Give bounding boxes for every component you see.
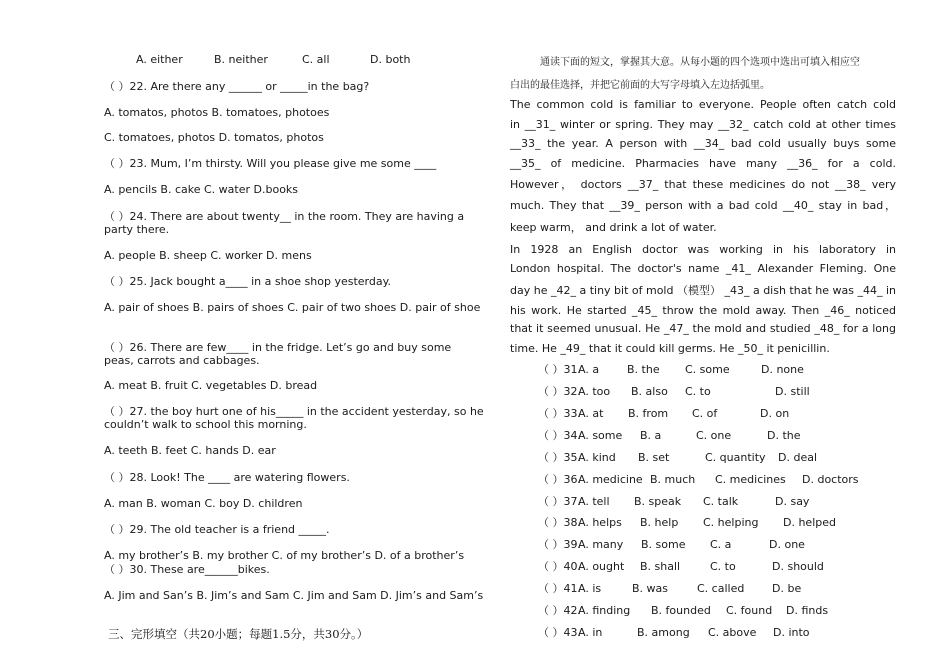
answer-option-d: D. into [773, 626, 810, 639]
answer-option-b: B. was [632, 582, 669, 595]
answer-option-d: D. say [775, 495, 810, 508]
passage1-line: However， doctors __37_ that these medicines do not __38_ very [510, 178, 896, 191]
answer-option-d: D. none [761, 363, 804, 376]
answer-option-b: B. some [641, 538, 686, 551]
answer-question-number: （ ）36. [538, 473, 581, 486]
answer-option-c: C. to [685, 385, 711, 398]
answer-question-number: （ ）41. [538, 582, 581, 595]
q24-options: A. people B. sheep C. worker D. mens [104, 249, 312, 262]
passage2-line: day he _42_ a tiny bit of mold （模型） _43_ a dish that he was _44_ in [510, 284, 896, 297]
answer-option-c: C. above [708, 626, 757, 639]
question-25: （ ）25. Jack bought a____ in a shoe shop yesterday. [104, 275, 392, 288]
question-23: （ ）23. Mum, I’m thirsty. Will you please give me some ____ [104, 157, 437, 170]
answer-option-c: C. talk [703, 495, 739, 508]
passage2-line: his work. He started _45_ throw the mold away. Then _46_ noticed [510, 304, 896, 317]
answer-question-number: （ ）40. [538, 560, 581, 573]
answer-option-d: D. finds [786, 604, 829, 617]
answer-question-number: （ ）31. [538, 363, 581, 376]
passage1-line: in __31_ winter or spring. They may __32_ catch cold at other times [510, 118, 896, 131]
instructions-line-2: 白出的最佳选择，并把它前面的大写字母填入左边括弧里。 [510, 80, 770, 91]
answer-question-number: （ ）42. [538, 604, 581, 617]
answer-option-d: D. should [772, 560, 824, 573]
passage1-line: much. They that __39_ person with a bad cold __40_ stay in bad， [510, 199, 896, 212]
answer-option-c: C. quantity [705, 451, 766, 464]
answer-option-a: A. a [578, 363, 600, 376]
answer-option-c: C. called [697, 582, 745, 595]
question-26: （ ）26. There are few____ in the fridge. Let’s go and buy some peas, carrots and cabbages. [104, 341, 452, 367]
answer-option-b: B. speak [634, 495, 682, 508]
option-b: B. neither [214, 53, 268, 66]
question-24: （ ）24. There are about twenty__ in the room. They are having a party there. [104, 210, 465, 236]
option-a: A. either [136, 53, 183, 66]
answer-option-a: A. in [578, 626, 603, 639]
passage1-line: keep warm， and drink a lot of water. [510, 221, 717, 234]
instructions-line-1: 通读下面的短文，掌握其大意。从每小题的四个选项中选出可填入相应空 [540, 57, 860, 68]
answer-question-number: （ ）39. [538, 538, 581, 551]
q28-options: A. man B. woman C. boy D. children [104, 497, 303, 510]
answer-option-b: B. shall [640, 560, 681, 573]
answer-option-a: A. too [578, 385, 611, 398]
answer-option-b: B. the [627, 363, 660, 376]
answer-option-d: D. deal [778, 451, 818, 464]
question-30: （ ）30. These are______bikes. [104, 563, 270, 576]
answer-option-c: C. helping [703, 516, 759, 529]
answer-option-a: A. some [578, 429, 623, 442]
answer-option-b: B. set [638, 451, 670, 464]
option-c: C. all [302, 53, 330, 66]
answer-option-a: A. tell [578, 495, 610, 508]
q23-options: A. pencils B. cake C. water D.books [104, 183, 299, 196]
answer-option-c: C. of [692, 407, 718, 420]
option-d: D. both [370, 53, 411, 66]
q27-options: A. teeth B. feet C. hands D. ear [104, 444, 276, 457]
answer-option-a: A. finding [578, 604, 631, 617]
answer-option-a: A. is [578, 582, 602, 595]
question-27: （ ）27. the boy hurt one of his_____ in the accident yesterday, so he couldn’t walk to school this morning. [104, 405, 484, 431]
question-22: （ ）22. Are there any ______ or _____in the bag? [104, 80, 370, 93]
answer-option-b: B. help [640, 516, 679, 529]
answer-option-c: C. one [696, 429, 732, 442]
answer-question-number: （ ）32. [538, 385, 581, 398]
passage1-line: __33_ the year. A person with __34_ bad cold usually buys some [510, 137, 896, 150]
answer-question-number: （ ）38. [538, 516, 581, 529]
q21-options [136, 53, 410, 66]
answer-option-d: D. on [760, 407, 790, 420]
answer-option-a: A. medicine [578, 473, 643, 486]
answer-option-a: A. helps [578, 516, 622, 529]
answer-option-b: B. founded [651, 604, 711, 617]
answer-option-a: A. ought [578, 560, 625, 573]
q22-options-ab: A. tomatos, photos B. tomatoes, photoes [104, 106, 330, 119]
answer-option-b: B. much [650, 473, 696, 486]
answer-option-c: C. a [710, 538, 732, 551]
q26-options: A. meat B. fruit C. vegetables D. bread [104, 379, 318, 392]
passage2-line: time. He _49_ that it could kill germs. He _50_ it penicillin. [510, 342, 830, 355]
answer-question-number: （ ）34. [538, 429, 581, 442]
answer-question-number: （ ）35. [538, 451, 581, 464]
passage2-line: London hospital. The doctor's name _41_ Alexander Fleming. One [510, 262, 896, 275]
answer-option-a: A. many [578, 538, 624, 551]
q22-options-cd: C. tomatoes, photos D. tomatos, photos [104, 131, 324, 144]
answer-option-a: A. kind [578, 451, 616, 464]
answer-option-c: C. medicines [715, 473, 786, 486]
passage2-line: In 1928 an English doctor was working in his laboratory in [510, 243, 896, 256]
answer-option-a: A. at [578, 407, 604, 420]
passage1-line: __35_ of medicine. Pharmacies have many __36_ for a cold. [510, 157, 896, 170]
answer-option-c: C. found [726, 604, 773, 617]
answer-option-b: B. also [631, 385, 668, 398]
answer-option-b: B. from [628, 407, 669, 420]
q30-options: A. Jim and San’s B. Jim’s and Sam C. Jim and Sam D. Jim’s and Sam’s [104, 589, 484, 602]
answer-question-number: （ ）33. [538, 407, 581, 420]
answer-option-d: D. the [767, 429, 801, 442]
question-28: （ ）28. Look! The ____ are watering flowers. [104, 471, 350, 484]
q29-options: A. my brother’s B. my brother C. of my brother’s D. of a brother’s [104, 549, 465, 562]
passage1-line: The common cold is familiar to everyone. People often catch cold [510, 98, 896, 111]
answer-option-c: C. to [710, 560, 736, 573]
answer-question-number: （ ）37. [538, 495, 581, 508]
answer-option-d: D. one [769, 538, 805, 551]
answer-option-d: D. be [772, 582, 802, 595]
answer-option-c: C. some [685, 363, 730, 376]
answer-option-d: D. still [775, 385, 810, 398]
q25-options: A. pair of shoes B. pairs of shoes C. pair of two shoes D. pair of shoe [104, 301, 481, 314]
question-29: （ ）29. The old teacher is a friend _____. [104, 523, 330, 536]
answer-option-d: D. helped [783, 516, 836, 529]
answer-question-number: （ ）43. [538, 626, 581, 639]
answer-option-b: B. among [637, 626, 690, 639]
passage2-line: that it seemed unusual. He _47_ the mold and studied _48_ for a long [510, 322, 896, 335]
answer-option-d: D. doctors [802, 473, 859, 486]
answer-option-b: B. a [640, 429, 662, 442]
section-3-heading: 三、完形填空（共20小题；每题1.5分，共30分。） [108, 627, 369, 641]
